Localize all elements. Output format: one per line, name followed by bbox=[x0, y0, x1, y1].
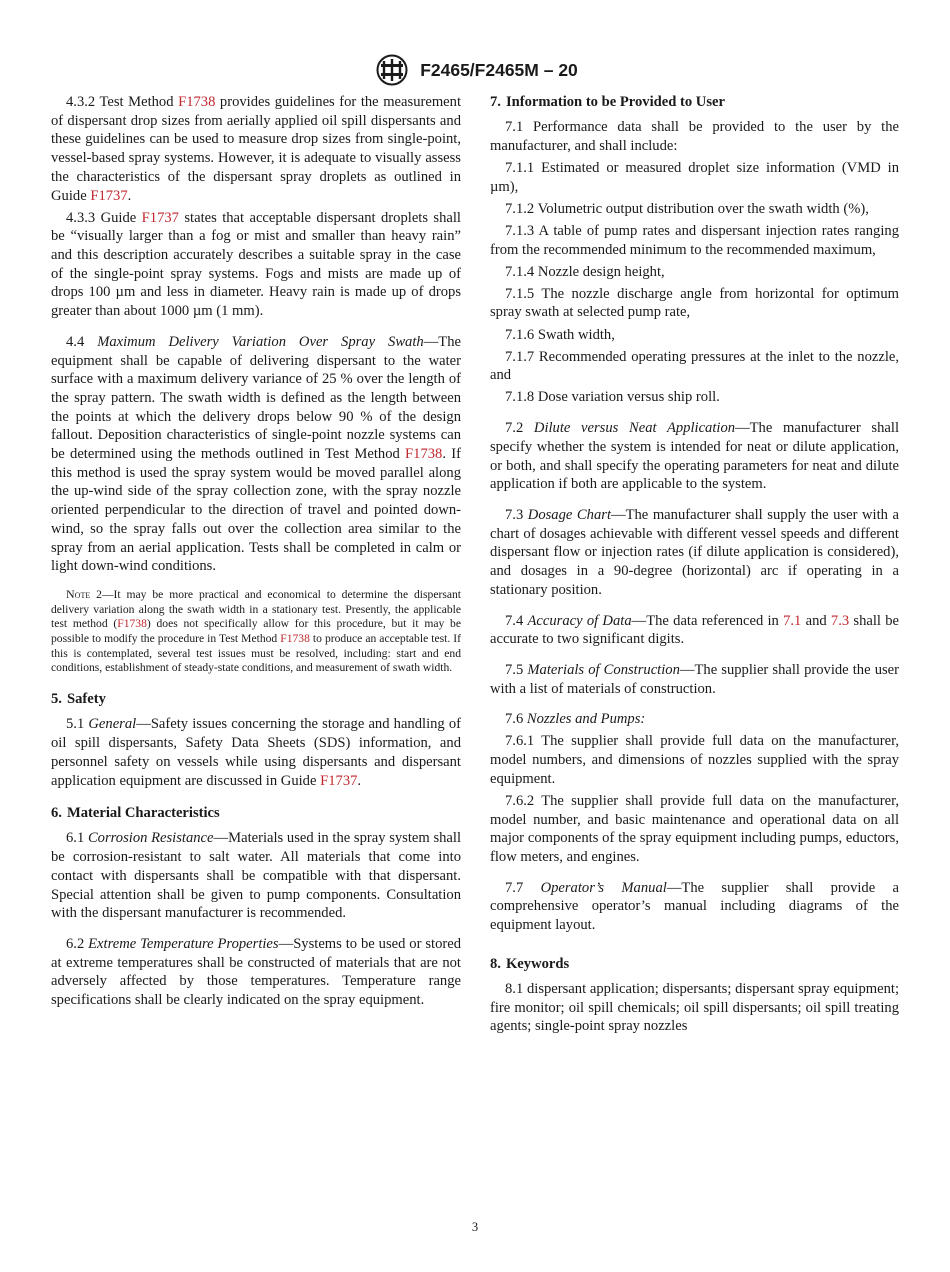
paragraph-7-6: 7.6 Nozzles and Pumps: bbox=[505, 711, 646, 728]
paragraph-title: Corrosion Resistance bbox=[87, 830, 214, 847]
section-heading-information: 7. Information to be Provided to User bbox=[490, 94, 725, 110]
paragraph-title: Dilute versus Neat Application bbox=[533, 420, 736, 437]
reference-link[interactable]: F1738 bbox=[117, 617, 147, 631]
paragraph-7-5: 7.5 Materials of Construction—The supplier shall provide the user with a list of materials of construction. bbox=[490, 661, 900, 697]
reference-link[interactable]: F1737 bbox=[141, 209, 179, 226]
standard-designation: F2465/F2465M – 20 bbox=[420, 59, 578, 80]
paragraph-7-1-1: 7.1.1 Estimated or measured droplet size information (VMD in µm), bbox=[490, 160, 899, 195]
reference-link[interactable]: F1738 bbox=[280, 632, 310, 646]
section-heading-keywords: 8. Keywords bbox=[490, 955, 570, 972]
reference-link[interactable]: F1738 bbox=[405, 446, 443, 463]
paragraph-7-1-5: 7.1.5 The nozzle discharge angle from horizontal for optimum spray swath at selected pump rate, bbox=[490, 285, 899, 321]
paragraph-7-1: 7.1 Performance data shall be provided to the user by the manufacturer, and shall include: bbox=[490, 119, 899, 154]
paragraph-title: Operator’s Manual bbox=[540, 879, 667, 896]
paragraph-title: Materials of Construction bbox=[527, 661, 680, 678]
paragraph-4-3-2: 4.3.2 Test Method F1738 provides guidelines for the measurement of dispersant drop sizes from aerially applied oil spill dispersants and these guidelines can be used to measure drop sizes from single-point, vessel-based spray systems. However, it is adequate to visually assess the characteristics of the dispersant spray droplets as outlined in Guide F1737. bbox=[51, 94, 462, 204]
reference-link[interactable]: F1738 bbox=[178, 94, 216, 110]
paragraph-title: Nozzles and Pumps: bbox=[526, 711, 646, 728]
page-number: 3 bbox=[471, 1220, 479, 1234]
paragraph-4-4: 4.4 Maximum Delivery Variation Over Spray Swath—The equipment shall be capable of delivering dispersant to the water surface with a maximum delivery variance of 25 % over the length of the spray pattern. The swath width is defined as the length between the points at which the delivery drops below 90 % of the design fallout. Deposition characteristics of single-point nozzle systems can be determined using the methods outlined in Test Method F1738. If this method is used the spray system would be moved parallel along the up-wind side of the spray collection zone, with the spray nozzle oriented perpendicular to the direction of travel and pointed down-wind, so the spray falls out over the collection area similar to the spray from an aerial application. Tests shall be completed in calm or light down-wind conditions. bbox=[51, 333, 461, 575]
section-heading-material-characteristics: 6. Material Characteristics bbox=[51, 805, 220, 822]
paragraph-title: General bbox=[88, 716, 137, 733]
paragraph-title: Maximum Delivery Variation Over Spray Swath bbox=[97, 333, 424, 350]
paragraph-4-3-3: 4.3.3 Guide F1737 states that acceptable dispersant droplets shall be “visually larger than a fog or mist and smaller than heavy rain” and this description accurately describes a suitable spray in the case of the single-point spray systems. Fogs and mists are made up of drops 100 µm and less in diameter. Heavy rain is made up of drops greater than about 1000 µm (1 mm). bbox=[51, 209, 461, 320]
paragraph-6-1: 6.1 Corrosion Resistance—Materials used in the spray system shall be corrosion-resistant to salt water. All materials that come into contact with dispersants shall be compatible with that dispersant. Special attention shall be given to pump components. Consultation with the dispersant manufacturer is recommended. bbox=[51, 830, 462, 922]
paragraph-7-7: 7.7 Operator’s Manual—The supplier shall provide a comprehensive operator’s manual including diagrams of the equipment layout. bbox=[490, 879, 900, 934]
left-column bbox=[51, 93, 461, 1010]
paragraph-5-1: 5.1 General—Safety issues concerning the storage and handling of oil spill dispersants, Safety Data Sheets (SDS) information, and personnel safety on vessels while using dispersants and dispersant application equipment are discussed in Guide F1737. bbox=[51, 716, 462, 789]
page-header bbox=[0, 54, 950, 86]
paragraph-7-2: 7.2 Dilute versus Neat Application—The manufacturer shall specify whether the system is intended for neat or dilute application, or both, and shall specify the operating parameters for neat and dilute application if both are applicable to the system. bbox=[490, 420, 899, 493]
reference-link[interactable]: 7.3 bbox=[830, 612, 850, 629]
reference-link[interactable]: F1737 bbox=[90, 187, 128, 204]
paragraph-7-1-3: 7.1.3 A table of pump rates and dispersant injection rates ranging from the recommended minimum to the recommended maximum, bbox=[490, 222, 899, 258]
paragraph-title: Dosage Chart bbox=[527, 506, 611, 523]
paragraph-7-3: 7.3 Dosage Chart—The manufacturer shall supply the user with a chart of dosages achievable with different vessel speeds and different dispersant flow or injection rates (if dilute application is considered), and dosages in a 90-degree (horizontal) arc if operating in a stationary position. bbox=[490, 506, 899, 598]
paragraph-7-1-6: 7.1.6 Swath width, bbox=[505, 326, 615, 343]
paragraph-7-1-4: 7.1.4 Nozzle design height, bbox=[505, 263, 665, 280]
paragraph-7-4: 7.4 Accuracy of Data—The data referenced in 7.1 and 7.3 shall be accurate to two significant digits. bbox=[490, 612, 899, 648]
paragraph-8-1: 8.1 dispersant application; dispersants; dispersant spray equipment; fire monitor; oil spill chemicals; oil spill dispersants; oil spill treating agents; single-point spray nozzles bbox=[490, 981, 899, 1035]
paragraph-7-1-7: 7.1.7 Recommended operating pressures at the inlet to the nozzle, and bbox=[490, 348, 899, 384]
paragraph-7-1-8: 7.1.8 Dose variation versus ship roll. bbox=[505, 389, 720, 406]
paragraph-7-6-2: 7.6.2 The supplier shall provide full data on the manufacturer, model number, and basic maintenance and operational data on all major components of the spray equipment including pumps, eductors, flow meters, and engines. bbox=[490, 792, 899, 866]
paragraph-title: Accuracy of Data bbox=[527, 612, 632, 629]
right-column bbox=[490, 93, 899, 1036]
paragraph-title: Extreme Temperature Properties bbox=[88, 935, 279, 952]
note-2: Note 2—It may be more practical and economical to determine the dispersant delivery variation along the swath width in a stationary test. Presently, the applicable test method (F1738) does not specifically allow for this procedure, but it may be possible to modify the procedure in Test Method F1738 to produce an acceptable test. If this is contemplated, several test issues must be resolved, including: start and end conditions, establishment of steady-state conditions, and measurement of swath width. bbox=[51, 586, 461, 675]
reference-link[interactable]: F1737 bbox=[320, 772, 358, 789]
astm-logo-icon bbox=[372, 54, 412, 86]
paragraph-7-6-1: 7.6.1 The supplier shall provide full data on the manufacturer, model numbers, and dimensions of nozzles supplied with the spray equipment. bbox=[490, 733, 899, 787]
paragraph-6-2: 6.2 Extreme Temperature Properties—Systems to be used or stored at extreme temperatures shall be constructed of materials that are not adversely affected by those temperatures. Temperature range specifications shall be clearly indicated on the spray equipment. bbox=[51, 935, 462, 1009]
section-heading-safety: 5. Safety bbox=[51, 691, 106, 708]
reference-link[interactable]: 7.1 bbox=[783, 612, 802, 629]
paragraph-7-1-2: 7.1.2 Volumetric output distribution over the swath width (%), bbox=[505, 200, 869, 217]
